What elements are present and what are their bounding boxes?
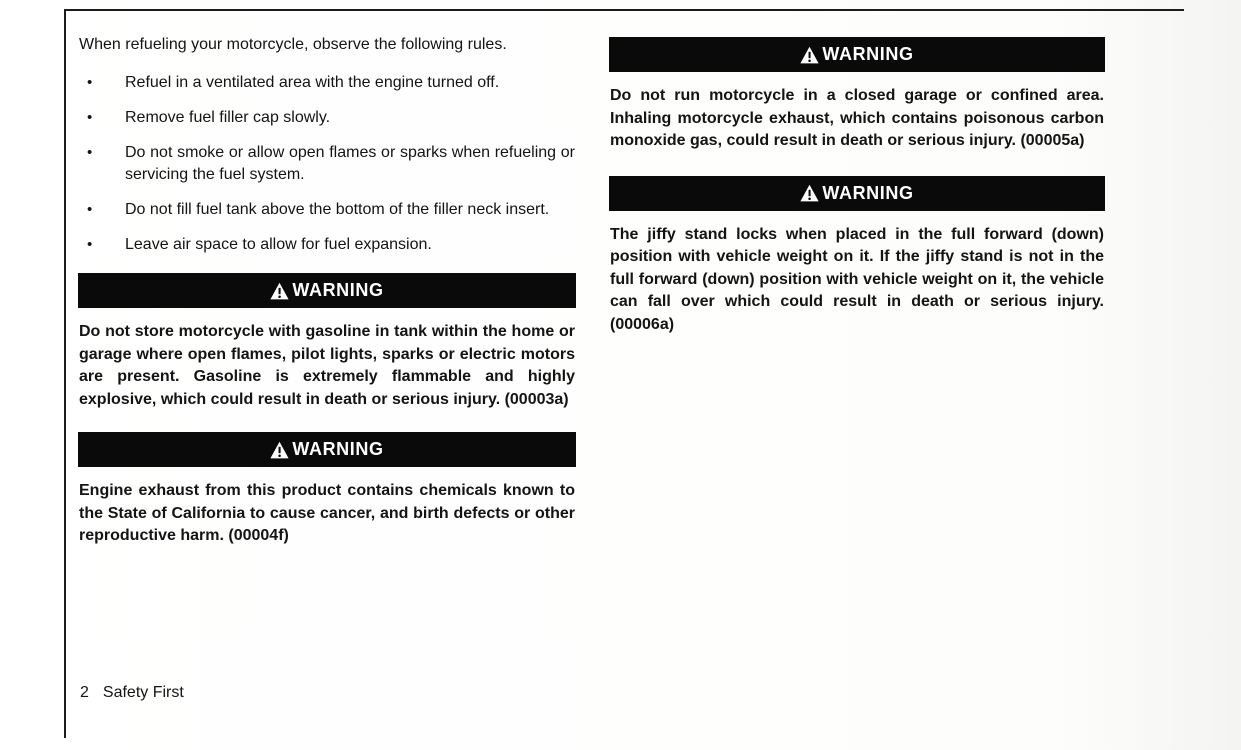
warning-text-engine-exhaust: Engine exhaust from this product contains chemicals known to the State of California to cause cancer, and birth defects or other reproductive harm. (00004f) bbox=[79, 482, 575, 544]
list-item bbox=[79, 107, 575, 129]
page-footer bbox=[80, 683, 184, 703]
footer-section-title: Safety First bbox=[102, 684, 184, 701]
warning-triangle-icon bbox=[270, 441, 289, 459]
list-item bbox=[79, 199, 575, 221]
right-column bbox=[610, 30, 1104, 358]
refueling-intro-text: When refueling your motorcycle, observe the following rules. bbox=[79, 36, 507, 53]
rule-text: Refuel in a ventilated area with the engine turned off. bbox=[125, 74, 500, 91]
warning-banner bbox=[610, 177, 1104, 210]
left-column bbox=[79, 30, 575, 570]
warning-banner-label: WARNING bbox=[292, 439, 384, 459]
warning-text-jiffy-stand: The jiffy stand locks when placed in the full forward (down) position with vehicle weight on it. If the jiffy stand is not in the full forward (down) position with vehicle weight on it, the vehicle can fall over which could result in death or serious injury. (00006a) bbox=[610, 225, 1104, 333]
list-item bbox=[79, 234, 575, 256]
list-item bbox=[79, 142, 575, 186]
warning-banner bbox=[610, 38, 1104, 71]
warning-banner bbox=[79, 274, 575, 307]
rule-text: Do not fill fuel tank above the bottom of the filler neck insert. bbox=[125, 201, 550, 218]
list-item bbox=[79, 72, 575, 94]
warning-banner-label: WARNING bbox=[292, 280, 384, 300]
page-border-left bbox=[64, 9, 66, 738]
warning-banner-label: WARNING bbox=[822, 44, 914, 64]
warning-triangle-icon bbox=[270, 282, 289, 300]
bullet-icon: • bbox=[87, 236, 93, 253]
warning-text-closed-garage: Do not run motorcycle in a closed garage or confined area. Inhaling motorcycle exhaust, which contains poisonous carbon monoxide gas, could result in death or serious injury. (00005a) bbox=[610, 87, 1104, 149]
rule-text: Do not smoke or allow open flames or sparks when refueling or servicing the fuel system. bbox=[125, 144, 575, 183]
warning-text-gasoline-storage: Do not store motorcycle with gasoline in tank within the home or garage where open flames, pilot lights, sparks or electric motors are present. Gasoline is extremely flammable and highly explosive, which could result in death or serious injury. (00003a) bbox=[79, 323, 575, 408]
warning-triangle-icon bbox=[800, 184, 819, 202]
bullet-icon: • bbox=[87, 201, 93, 218]
page-number: 2 bbox=[80, 684, 89, 701]
bullet-icon: • bbox=[87, 144, 93, 161]
warning-banner bbox=[79, 433, 575, 466]
warning-triangle-icon bbox=[800, 46, 819, 64]
rule-text: Leave air space to allow for fuel expansion. bbox=[125, 236, 432, 253]
warning-banner-label: WARNING bbox=[822, 182, 914, 203]
page-border-top bbox=[64, 9, 1184, 11]
bullet-icon: • bbox=[87, 74, 93, 91]
bullet-icon: • bbox=[87, 109, 93, 126]
rule-text: Remove fuel filler cap slowly. bbox=[125, 109, 331, 126]
